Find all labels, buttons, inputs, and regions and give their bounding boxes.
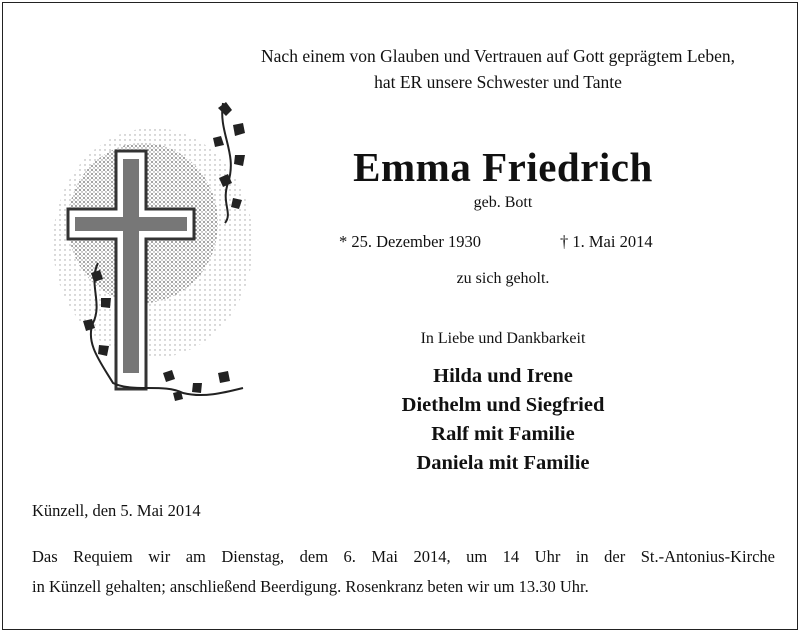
- maiden-name: geb. Bott: [473, 194, 533, 211]
- intro-line-1: Nach einem von Glauben und Vertrauen auf Gott geprägtem Leben,: [261, 46, 735, 66]
- deceased-name: Emma Friedrich: [353, 144, 653, 190]
- taken-text: zu sich geholt.: [456, 270, 550, 287]
- birth-date: * 25. Dezember 1930: [339, 232, 482, 251]
- mourner-name: Hilda und Irene: [433, 365, 573, 387]
- intro-line-2: hat ER unsere Schwester und Tante: [374, 72, 622, 92]
- intro-text: [223, 43, 773, 95]
- mourner-name: Diethelm und Siegfried: [401, 394, 605, 416]
- place-and-date: Künzell, den 5. Mai 2014: [32, 501, 201, 520]
- notice-line-2: in Künzell gehalten; anschließend Beerdigung. Rosenkranz beten wir um 13.30 Uhr.: [32, 577, 589, 596]
- mourner-name: Ralf mit Familie: [431, 423, 575, 445]
- notice-line-1: Das Requiem wir am Dienstag, dem 6. Mai 2014, um 14 Uhr in der St.-Antonius-Kirche: [32, 547, 775, 566]
- cross-with-ivy-icon: [43, 93, 273, 413]
- mourners-intro: In Liebe und Dankbarkeit: [420, 330, 586, 347]
- obituary-notice: [2, 2, 798, 630]
- mourner-name: Daniela mit Familie: [416, 452, 590, 474]
- mourners-list: [333, 362, 673, 478]
- service-notice: [32, 542, 775, 602]
- death-date: † 1. Mai 2014: [560, 232, 653, 251]
